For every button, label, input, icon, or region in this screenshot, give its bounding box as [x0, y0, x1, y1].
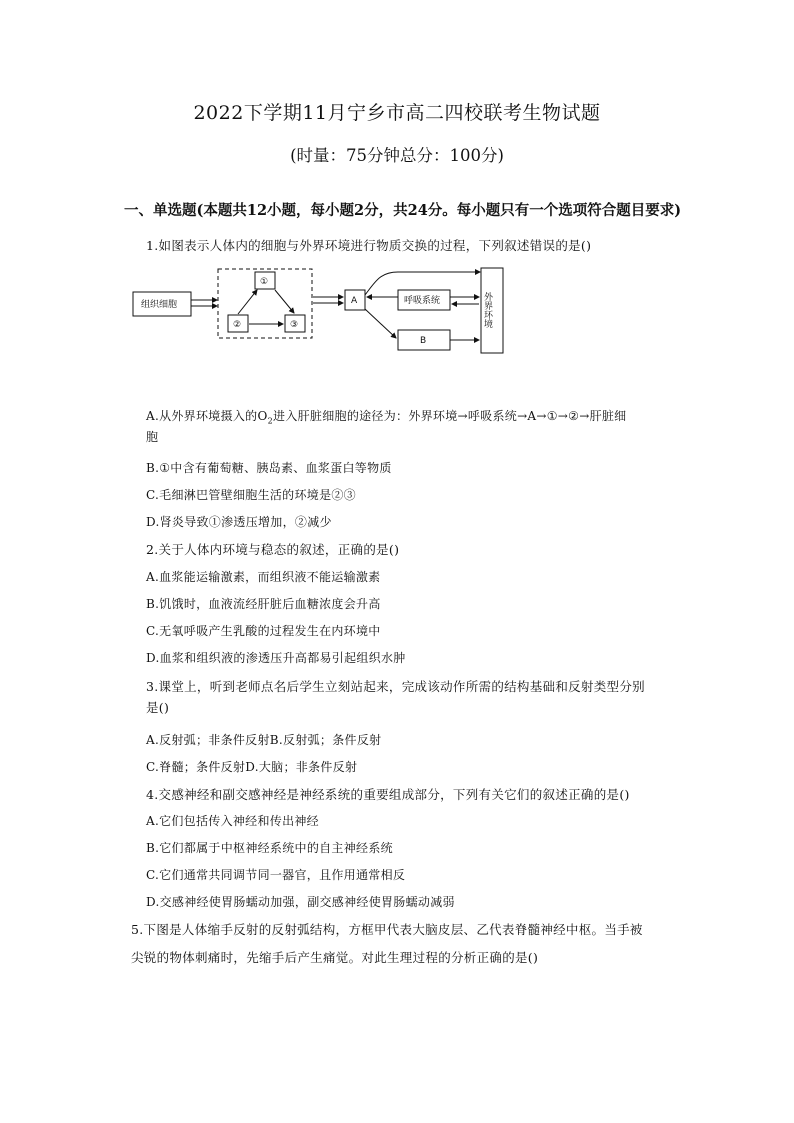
q4-option-a: A.它们包括传入神经和传出神经 [146, 814, 319, 828]
q4-option-b: B.它们都属于中枢神经系统中的自主神经系统 [146, 841, 393, 855]
question-5-stem-continued: 尖锐的物体刺痛时，先缩手后产生痛觉。对此生理过程的分析正确的是() [131, 950, 539, 965]
q2-option-a: A.血浆能运输激素，而组织液不能运输激素 [146, 570, 381, 584]
q1-option-d: D.肾炎导致①渗透压增加，②减少 [146, 515, 332, 529]
question-3-stem: 3.课堂上，听到老师点名后学生立刻站起来，完成该动作所需的结构基础和反射类型分别 [146, 679, 645, 694]
q1-option-b: B.①中含有葡萄糖、胰岛素、血浆蛋白等物质 [146, 461, 392, 475]
q1-option-a-continued: 胞 [146, 430, 159, 444]
q2-option-c: C.无氧呼吸产生乳酸的过程发生在内环境中 [146, 624, 381, 638]
respiratory-label: 呼吸系统 [404, 296, 441, 306]
page-title: 2022下学期11月宁乡市高二四校联考生物试题 [193, 102, 601, 124]
tissue-cell-label: 组织细胞 [141, 300, 178, 310]
q1-option-a: A.从外界环境摄入的$O_2$进入肝脏细胞的途径为：外界环境→呼吸系统→A→①→②→肝脏细 [146, 409, 627, 426]
node-a-label: A [351, 296, 358, 306]
q3-options-cd: C.脊髓；条件反射D.大脑；非条件反射 [146, 760, 358, 774]
node-3-label: ③ [290, 320, 299, 330]
question-1-stem: 1.如图表示人体内的细胞与外界环境进行物质交换的过程，下列叙述错误的是() [146, 238, 592, 253]
question-4-stem: 4.交感神经和副交感神经是神经系统的重要组成部分，下列有关它们的叙述正确的是() [146, 787, 630, 802]
q4-option-c: C.它们通常共同调节同一器官，且作用通常相反 [146, 868, 406, 882]
question-5-stem: 5.下图是人体缩手反射的反射弧结构，方框甲代表大脑皮层、乙代表脊髓神经中枢。当手被 [131, 922, 643, 937]
q2-option-b: B.饥饿时，血液流经肝脏后血糖浓度会升高 [146, 597, 381, 611]
q1-option-c: C.毛细淋巴管壁细胞生活的环境是②③ [146, 488, 356, 502]
node-1-label: ① [260, 277, 269, 287]
q2-option-d: D.血浆和组织液的渗透压升高都易引起组织水肿 [146, 651, 406, 665]
node-2-label: ② [233, 320, 242, 330]
q3-options-ab: A.反射弧；非条件反射B.反射弧；条件反射 [146, 733, 382, 747]
q4-option-d: D.交感神经使胃肠蠕动加强，副交感神经使胃肠蠕动减弱 [146, 895, 455, 909]
node-b-label: B [420, 336, 427, 346]
external-environment-label: 外界环境 [482, 292, 492, 328]
question-2-stem: 2.关于人体内环境与稳态的叙述，正确的是() [146, 542, 400, 557]
question-3-stem-continued: 是() [146, 700, 170, 715]
section-heading: 一、单选题(本题共12小题，每小题2分，共24分。每小题只有一个选项符合题目要求) [124, 202, 682, 219]
exam-info: (时量：75分钟总分：100分) [290, 146, 504, 165]
